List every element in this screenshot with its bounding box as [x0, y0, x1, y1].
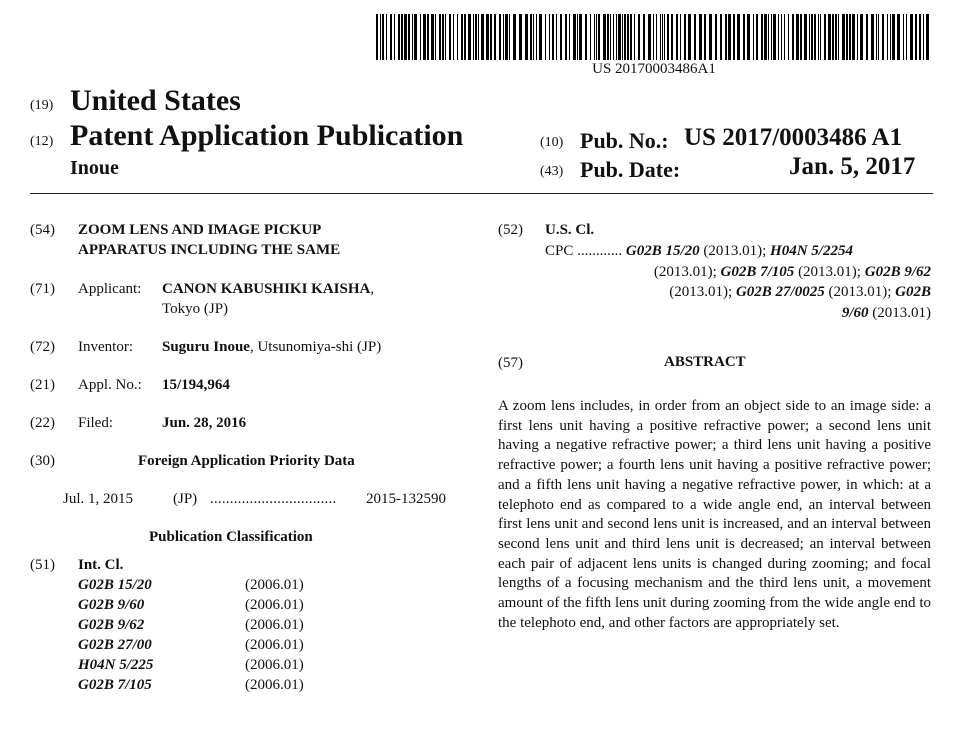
barcode-bar	[423, 14, 426, 60]
cpc-block	[545, 241, 931, 323]
barcode-bar	[486, 14, 489, 60]
barcode-bar	[616, 14, 617, 60]
barcode-bar	[638, 14, 640, 60]
barcode-bar	[656, 14, 657, 60]
barcode-bar	[688, 14, 691, 60]
barcode-bar	[590, 14, 591, 60]
barcode-bar	[704, 14, 706, 60]
barcode-bar	[796, 14, 799, 60]
inventor-name: Suguru Inoue	[162, 339, 250, 355]
barcode-bar	[556, 14, 557, 60]
barcode-bar	[453, 14, 454, 60]
int-class-code: G02B 27/00	[78, 637, 152, 653]
barcode-bar	[420, 14, 421, 60]
int-class-code: G02B 7/105	[78, 677, 152, 693]
barcode-bar	[694, 14, 696, 60]
int-cl-label: Int. Cl.	[78, 557, 124, 573]
barcode-bar	[439, 14, 441, 60]
barcode-bar	[376, 14, 378, 60]
barcode-bar	[630, 14, 632, 60]
cpc-code: 9/60	[841, 304, 869, 321]
code-12: (12)	[30, 134, 54, 149]
barcode-bar	[603, 14, 606, 60]
cpc-prefix: CPC ............	[545, 243, 623, 259]
barcode-bar	[860, 14, 863, 60]
barcode-bar	[618, 14, 621, 60]
barcode-bar	[737, 14, 740, 60]
barcode-bar	[733, 14, 735, 60]
int-class-year: (2006.01)	[245, 577, 304, 593]
filed-label: Filed:	[78, 415, 114, 431]
abstract-text: A zoom lens includes, in order from an object side to an image side: a first lens unit having a positive refractive power; a second lens unit having a negative refractive power; a third lens unit having a positive refractive power; a fourth lens unit having a positive refractive power; and a fifth lens unit having a negative refractive power, in which: at a telephoto end as compared to a wide angle end, an interval between first lens unit and second lens unit is increased, and an interval between second lens unit and third lens unit is decreased; an interval between each pair of adjacent lens units is changed during zooming; and focal lengths of a focusing mechanism and the third lens unit, a movement amount of the fifth lens unit during zooming from the wide angle end to the telephoto end, and other factors are appropriately set.	[498, 398, 931, 631]
barcode-bar	[684, 14, 686, 60]
barcode-bar	[565, 14, 567, 60]
priority-heading: Foreign Application Priority Data	[138, 453, 355, 469]
cpc-year: (2013.01);	[828, 284, 892, 300]
barcode-bar	[771, 14, 772, 60]
barcode-bar	[849, 14, 851, 60]
barcode-bar	[814, 14, 816, 60]
barcode-bar	[664, 14, 665, 60]
barcode-bar	[442, 14, 444, 60]
code-21: (21)	[30, 377, 55, 393]
barcode-bar	[910, 14, 913, 60]
barcode-bar	[394, 14, 395, 60]
pub-class-heading: Publication Classification	[149, 529, 313, 545]
barcode-bar	[846, 14, 848, 60]
cpc-year: (2013.01);	[653, 263, 717, 280]
barcode-bar	[598, 14, 600, 60]
barcode-bar	[824, 14, 826, 60]
barcode-bar	[431, 14, 434, 60]
barcode-bar	[613, 14, 614, 60]
barcode-bar	[414, 14, 417, 60]
barcode-bar	[897, 14, 900, 60]
barcode-bar	[445, 14, 446, 60]
code-52: (52)	[498, 222, 523, 238]
header-rule	[30, 193, 933, 194]
cpc-year: (2013.01);	[703, 243, 767, 259]
country: United States	[70, 84, 241, 117]
barcode-bar	[473, 14, 474, 60]
applicant-name: CANON KABUSHIKI KAISHA	[162, 281, 371, 297]
barcode-bar	[539, 14, 542, 60]
barcode-bar	[715, 14, 717, 60]
int-class-code: G02B 9/62	[78, 617, 145, 633]
barcode-bar	[820, 14, 821, 60]
barcode-bar	[634, 14, 635, 60]
barcode-bar	[915, 14, 917, 60]
barcode-bar	[513, 14, 516, 60]
appl-no-label: Appl. No.:	[78, 377, 142, 393]
publication-type: Patent Application Publication	[70, 119, 464, 152]
title-line-2: APPARATUS INCLUDING THE SAME	[78, 242, 341, 258]
barcode-bar	[610, 14, 611, 60]
code-22: (22)	[30, 415, 55, 431]
code-71: (71)	[30, 281, 55, 297]
abstract-heading: ABSTRACT	[664, 354, 746, 370]
barcode-bar	[401, 14, 403, 60]
cpc-line	[545, 282, 931, 303]
barcode-bar	[569, 14, 570, 60]
barcode-bar	[648, 14, 651, 60]
int-class-year: (2006.01)	[245, 637, 304, 653]
barcode-bar	[622, 14, 623, 60]
barcode-bar	[382, 14, 384, 60]
int-class-year: (2006.01)	[245, 617, 304, 633]
barcode-bar	[509, 14, 510, 60]
barcode-bar	[764, 14, 767, 60]
barcode	[376, 14, 932, 60]
barcode-bar	[398, 14, 400, 60]
title-line-1: ZOOM LENS AND IMAGE PICKUP	[78, 222, 322, 238]
barcode-bar	[857, 14, 858, 60]
barcode-bar	[475, 14, 477, 60]
barcode-bar	[596, 14, 597, 60]
barcode-bar	[809, 14, 810, 60]
barcode-bar	[552, 14, 554, 60]
barcode-bar	[404, 14, 407, 60]
pub-no-label: Pub. No.:	[580, 128, 669, 153]
barcode-bar	[627, 14, 629, 60]
priority-date: Jul. 1, 2015	[63, 491, 134, 507]
barcode-bar	[784, 14, 785, 60]
applicant-location: Tokyo (JP)	[162, 301, 229, 317]
barcode-bar	[923, 14, 924, 60]
barcode-bar	[380, 14, 381, 60]
barcode-bar	[662, 14, 663, 60]
barcode-bar	[461, 14, 463, 60]
barcode-bar	[643, 14, 645, 60]
cpc-line	[545, 303, 931, 324]
cpc-line	[545, 262, 931, 283]
barcode-bar	[871, 14, 874, 60]
barcode-bar	[756, 14, 758, 60]
barcode-bar	[624, 14, 626, 60]
barcode-bar	[792, 14, 794, 60]
barcode-bar	[680, 14, 681, 60]
cpc-code: G02B 7/105	[720, 263, 795, 280]
barcode-bar	[804, 14, 807, 60]
priority-number: 2015-132590	[366, 491, 446, 507]
barcode-bar	[519, 14, 522, 60]
priority-country: (JP)	[173, 491, 198, 507]
barcode-bar	[728, 14, 731, 60]
barcode-bar	[811, 14, 813, 60]
barcode-bar	[653, 14, 654, 60]
barcode-bar	[866, 14, 868, 60]
pub-date: Jan. 5, 2017	[789, 153, 916, 180]
barcode-bar	[427, 14, 429, 60]
barcode-bar	[882, 14, 884, 60]
int-class-code: G02B 9/60	[78, 597, 145, 613]
applicant-comma: ,	[370, 281, 375, 297]
barcode-bar	[838, 14, 839, 60]
barcode-bar	[573, 14, 576, 60]
barcode-bar	[753, 14, 754, 60]
cpc-code: H04N 5/2254	[770, 243, 853, 259]
barcode-bar	[892, 14, 895, 60]
barcode-bar	[835, 14, 837, 60]
inventor-label: Inventor:	[78, 339, 133, 355]
pub-no: US 2017/0003486 A1	[684, 124, 903, 151]
code-57: (57)	[498, 355, 523, 371]
code-72: (72)	[30, 339, 55, 355]
barcode-bar	[788, 14, 789, 60]
appl-no: 15/194,964	[162, 377, 230, 393]
barcode-bar	[585, 14, 587, 60]
barcode-bar	[890, 14, 891, 60]
us-cl-label: U.S. Cl.	[545, 222, 595, 238]
barcode-bar	[903, 14, 904, 60]
cpc-year: (2013.01);	[798, 263, 861, 280]
barcode-bar	[545, 14, 546, 60]
barcode-bar	[490, 14, 492, 60]
barcode-bar	[499, 14, 501, 60]
pub-date-label: Pub. Date:	[580, 157, 681, 182]
barcode-bar	[594, 14, 595, 60]
cpc-year: (2013.01)	[872, 304, 931, 321]
barcode-bar	[386, 14, 387, 60]
code-30: (30)	[30, 453, 55, 469]
code-54: (54)	[30, 222, 55, 238]
barcode-bar	[607, 14, 609, 60]
barcode-bar	[660, 14, 661, 60]
barcode-bar	[449, 14, 451, 60]
barcode-bar	[536, 14, 537, 60]
barcode-bar	[676, 14, 678, 60]
barcode-bar	[887, 14, 888, 60]
code-51: (51)	[30, 557, 55, 573]
barcode-bar	[671, 14, 673, 60]
barcode-bar	[818, 14, 819, 60]
int-class-year: (2006.01)	[245, 597, 304, 613]
barcode-bar	[828, 14, 831, 60]
barcode-bar	[408, 14, 410, 60]
int-class-year: (2006.01)	[245, 677, 304, 693]
cpc-code: G02B 9/62	[864, 263, 931, 280]
inventor-location: , Utsunomiya-shi (JP)	[249, 339, 382, 355]
barcode-bar	[481, 14, 484, 60]
barcode-bar	[781, 14, 782, 60]
cpc-code: G02B	[895, 284, 931, 300]
barcode-bar	[468, 14, 471, 60]
code-43: (43)	[540, 164, 564, 179]
barcode-bar	[577, 14, 578, 60]
code-10: (10)	[540, 135, 564, 150]
barcode-bar	[768, 14, 769, 60]
barcode-bar	[533, 14, 534, 60]
barcode-bar	[494, 14, 496, 60]
barcode-bar	[464, 14, 466, 60]
barcode-bar	[842, 14, 845, 60]
barcode-bar	[699, 14, 702, 60]
barcode-bar	[778, 14, 779, 60]
barcode-bar	[667, 14, 669, 60]
barcode-bar	[761, 14, 763, 60]
applicant-name-row	[162, 281, 374, 298]
barcode-bar	[579, 14, 582, 60]
cpc-year: (2013.01);	[669, 284, 733, 300]
barcode-bar	[457, 14, 458, 60]
barcode-bar	[926, 14, 929, 60]
applicant-label: Applicant:	[78, 281, 142, 297]
barcode-bar	[478, 14, 479, 60]
filed-date: Jun. 28, 2016	[162, 415, 247, 431]
barcode-bar	[878, 14, 879, 60]
barcode-bar	[503, 14, 504, 60]
barcode-bar	[549, 14, 550, 60]
int-class-code: H04N 5/225	[78, 657, 154, 673]
code-19: (19)	[30, 98, 54, 113]
barcode-bar	[800, 14, 802, 60]
inventor-row	[162, 339, 381, 356]
int-class-year: (2006.01)	[245, 657, 304, 673]
barcode-bar	[743, 14, 745, 60]
barcode-bar	[530, 14, 532, 60]
barcode-bar	[747, 14, 750, 60]
barcode-bar	[709, 14, 712, 60]
barcode-bar	[412, 14, 413, 60]
barcode-bar	[725, 14, 727, 60]
barcode-bar	[919, 14, 921, 60]
barcode-bar	[852, 14, 855, 60]
barcode-bar	[505, 14, 508, 60]
barcode-bar	[876, 14, 877, 60]
barcode-bar	[435, 14, 436, 60]
inventor-short: Inoue	[70, 157, 119, 179]
barcode-bar	[906, 14, 907, 60]
barcode-bar	[832, 14, 834, 60]
cpc-code: G02B 27/0025	[735, 284, 825, 300]
barcode-bar	[390, 14, 392, 60]
int-class-code: G02B 15/20	[78, 577, 152, 593]
barcode-number: US 20170003486A1	[592, 61, 716, 77]
barcode-bar	[525, 14, 528, 60]
cpc-code: G02B 15/20	[625, 243, 700, 259]
barcode-bar	[720, 14, 722, 60]
cpc-line	[545, 241, 931, 262]
barcode-bar	[773, 14, 776, 60]
barcode-bar	[560, 14, 562, 60]
priority-dots: ................................	[210, 491, 337, 507]
